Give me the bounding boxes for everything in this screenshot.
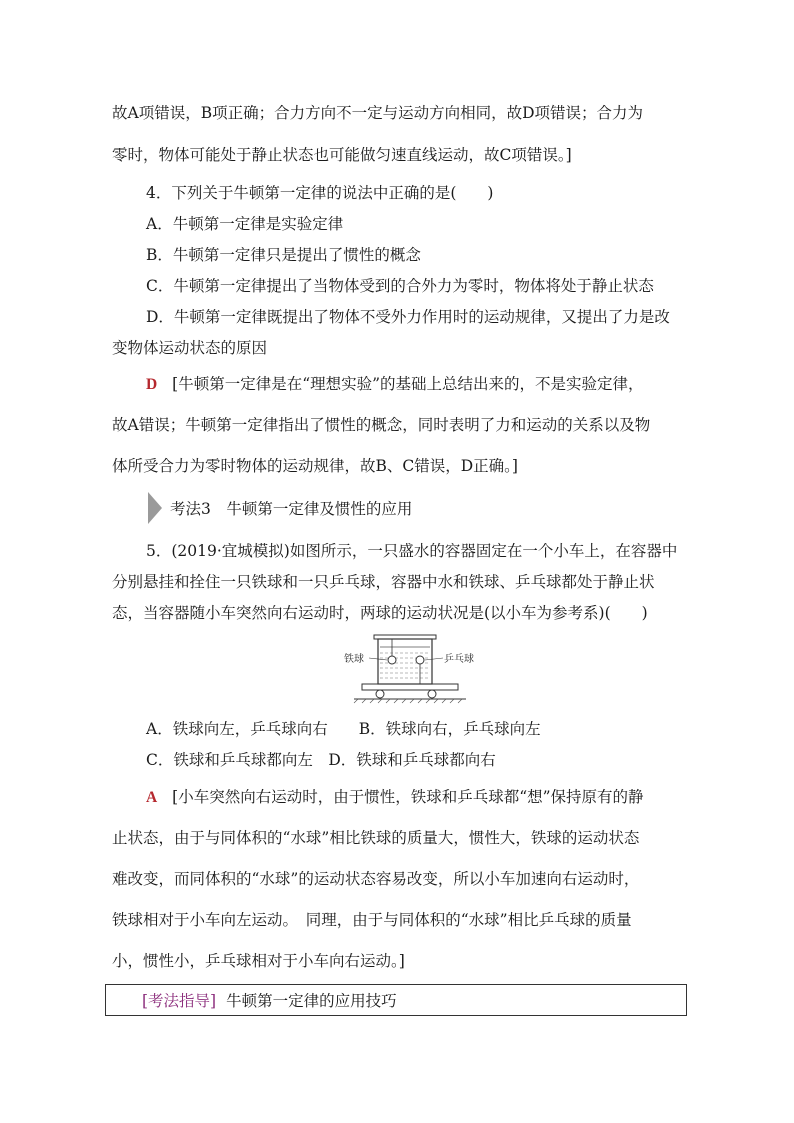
tip-tag: [考法指导] <box>142 992 217 1010</box>
options-5ab: A．铁球向左，乒乓球向右 B．铁球向右，乒乓球向左 <box>146 720 541 738</box>
method-tip-box <box>105 984 687 1016</box>
answer-text: [小车突然向右运动时，由于惯性，铁球和乒乓球都“想”保持原有的静 <box>172 788 644 806</box>
question-5-line: 分别悬挂和拴住一只铁球和一只乒乓球，容器中水和铁球、乒乓球都处于静止状 <box>112 573 655 591</box>
question-5: 5．(2019·宜城模拟)如图所示，一只盛水的容器固定在一个小车上，在容器中 <box>146 542 678 560</box>
triangle-icon <box>148 492 162 524</box>
answer-4-line: 故A错误；牛顿第一定律指出了惯性的概念，同时表明了力和运动的关系以及物 <box>112 416 651 434</box>
question-5-line: 态，当容器随小车突然向右运动时，两球的运动状况是(以小车为参考系)( ) <box>112 604 648 622</box>
label-iron-ball: 铁球 <box>344 654 364 665</box>
text-line: 故A项错误，B项正确；合力方向不一定与运动方向相同，故D项错误；合力为 <box>112 104 644 122</box>
question-4: 4．下列关于牛顿第一定律的说法中正确的是( ) <box>146 184 494 202</box>
answer-4 <box>146 372 644 394</box>
section-title: 考法3 牛顿第一定律及惯性的应用 <box>170 500 413 518</box>
cart-container-figure <box>340 632 480 704</box>
answer-4-line: 体所受合力为零时物体的运动规律，故B、C错误，D正确。] <box>112 457 518 475</box>
label-ping-pong-ball: 乒乓球 <box>444 654 474 665</box>
answer-5-line: 止状态，由于与同体积的“水球”相比铁球的质量大，惯性大，铁球的运动状态 <box>112 829 640 847</box>
answer-5 <box>146 785 644 807</box>
answer-letter: D <box>146 376 158 393</box>
answer-letter: A <box>146 789 158 806</box>
option-4d: D．牛顿第一定律既提出了物体不受外力作用时的运动规律，又提出了力是改 <box>146 308 670 326</box>
option-4a: A．牛顿第一定律是实验定律 <box>146 215 344 233</box>
option-4b: B．牛顿第一定律只是提出了惯性的概念 <box>146 246 421 264</box>
option-4d-cont: 变物体运动状态的原因 <box>112 339 268 357</box>
options-5cd: C．铁球和乒乓球都向左 D．铁球和乒乓球都向右 <box>146 751 496 769</box>
option-4c: C．牛顿第一定律提出了当物体受到的合外力为零时，物体将处于静止状态 <box>146 277 654 295</box>
answer-5-line: 难改变，而同体积的“水球”的运动状态容易改变，所以小车加速向右运动时， <box>112 870 640 888</box>
text-line: 零时，物体可能处于静止状态也可能做匀速直线运动，故C项错误。] <box>112 146 572 164</box>
tip-title: 牛顿第一定律的应用技巧 <box>226 992 397 1010</box>
answer-5-line: 铁球相对于小车向左运动。 同理，由于与同体积的“水球”相比乒乓球的质量 <box>112 911 632 929</box>
answer-5-line: 小，惯性小，乒乓球相对于小车向右运动。] <box>112 952 405 970</box>
section-header <box>148 492 488 524</box>
answer-text: [牛顿第一定律是在“理想实验”的基础上总结出来的，不是实验定律， <box>172 375 644 393</box>
